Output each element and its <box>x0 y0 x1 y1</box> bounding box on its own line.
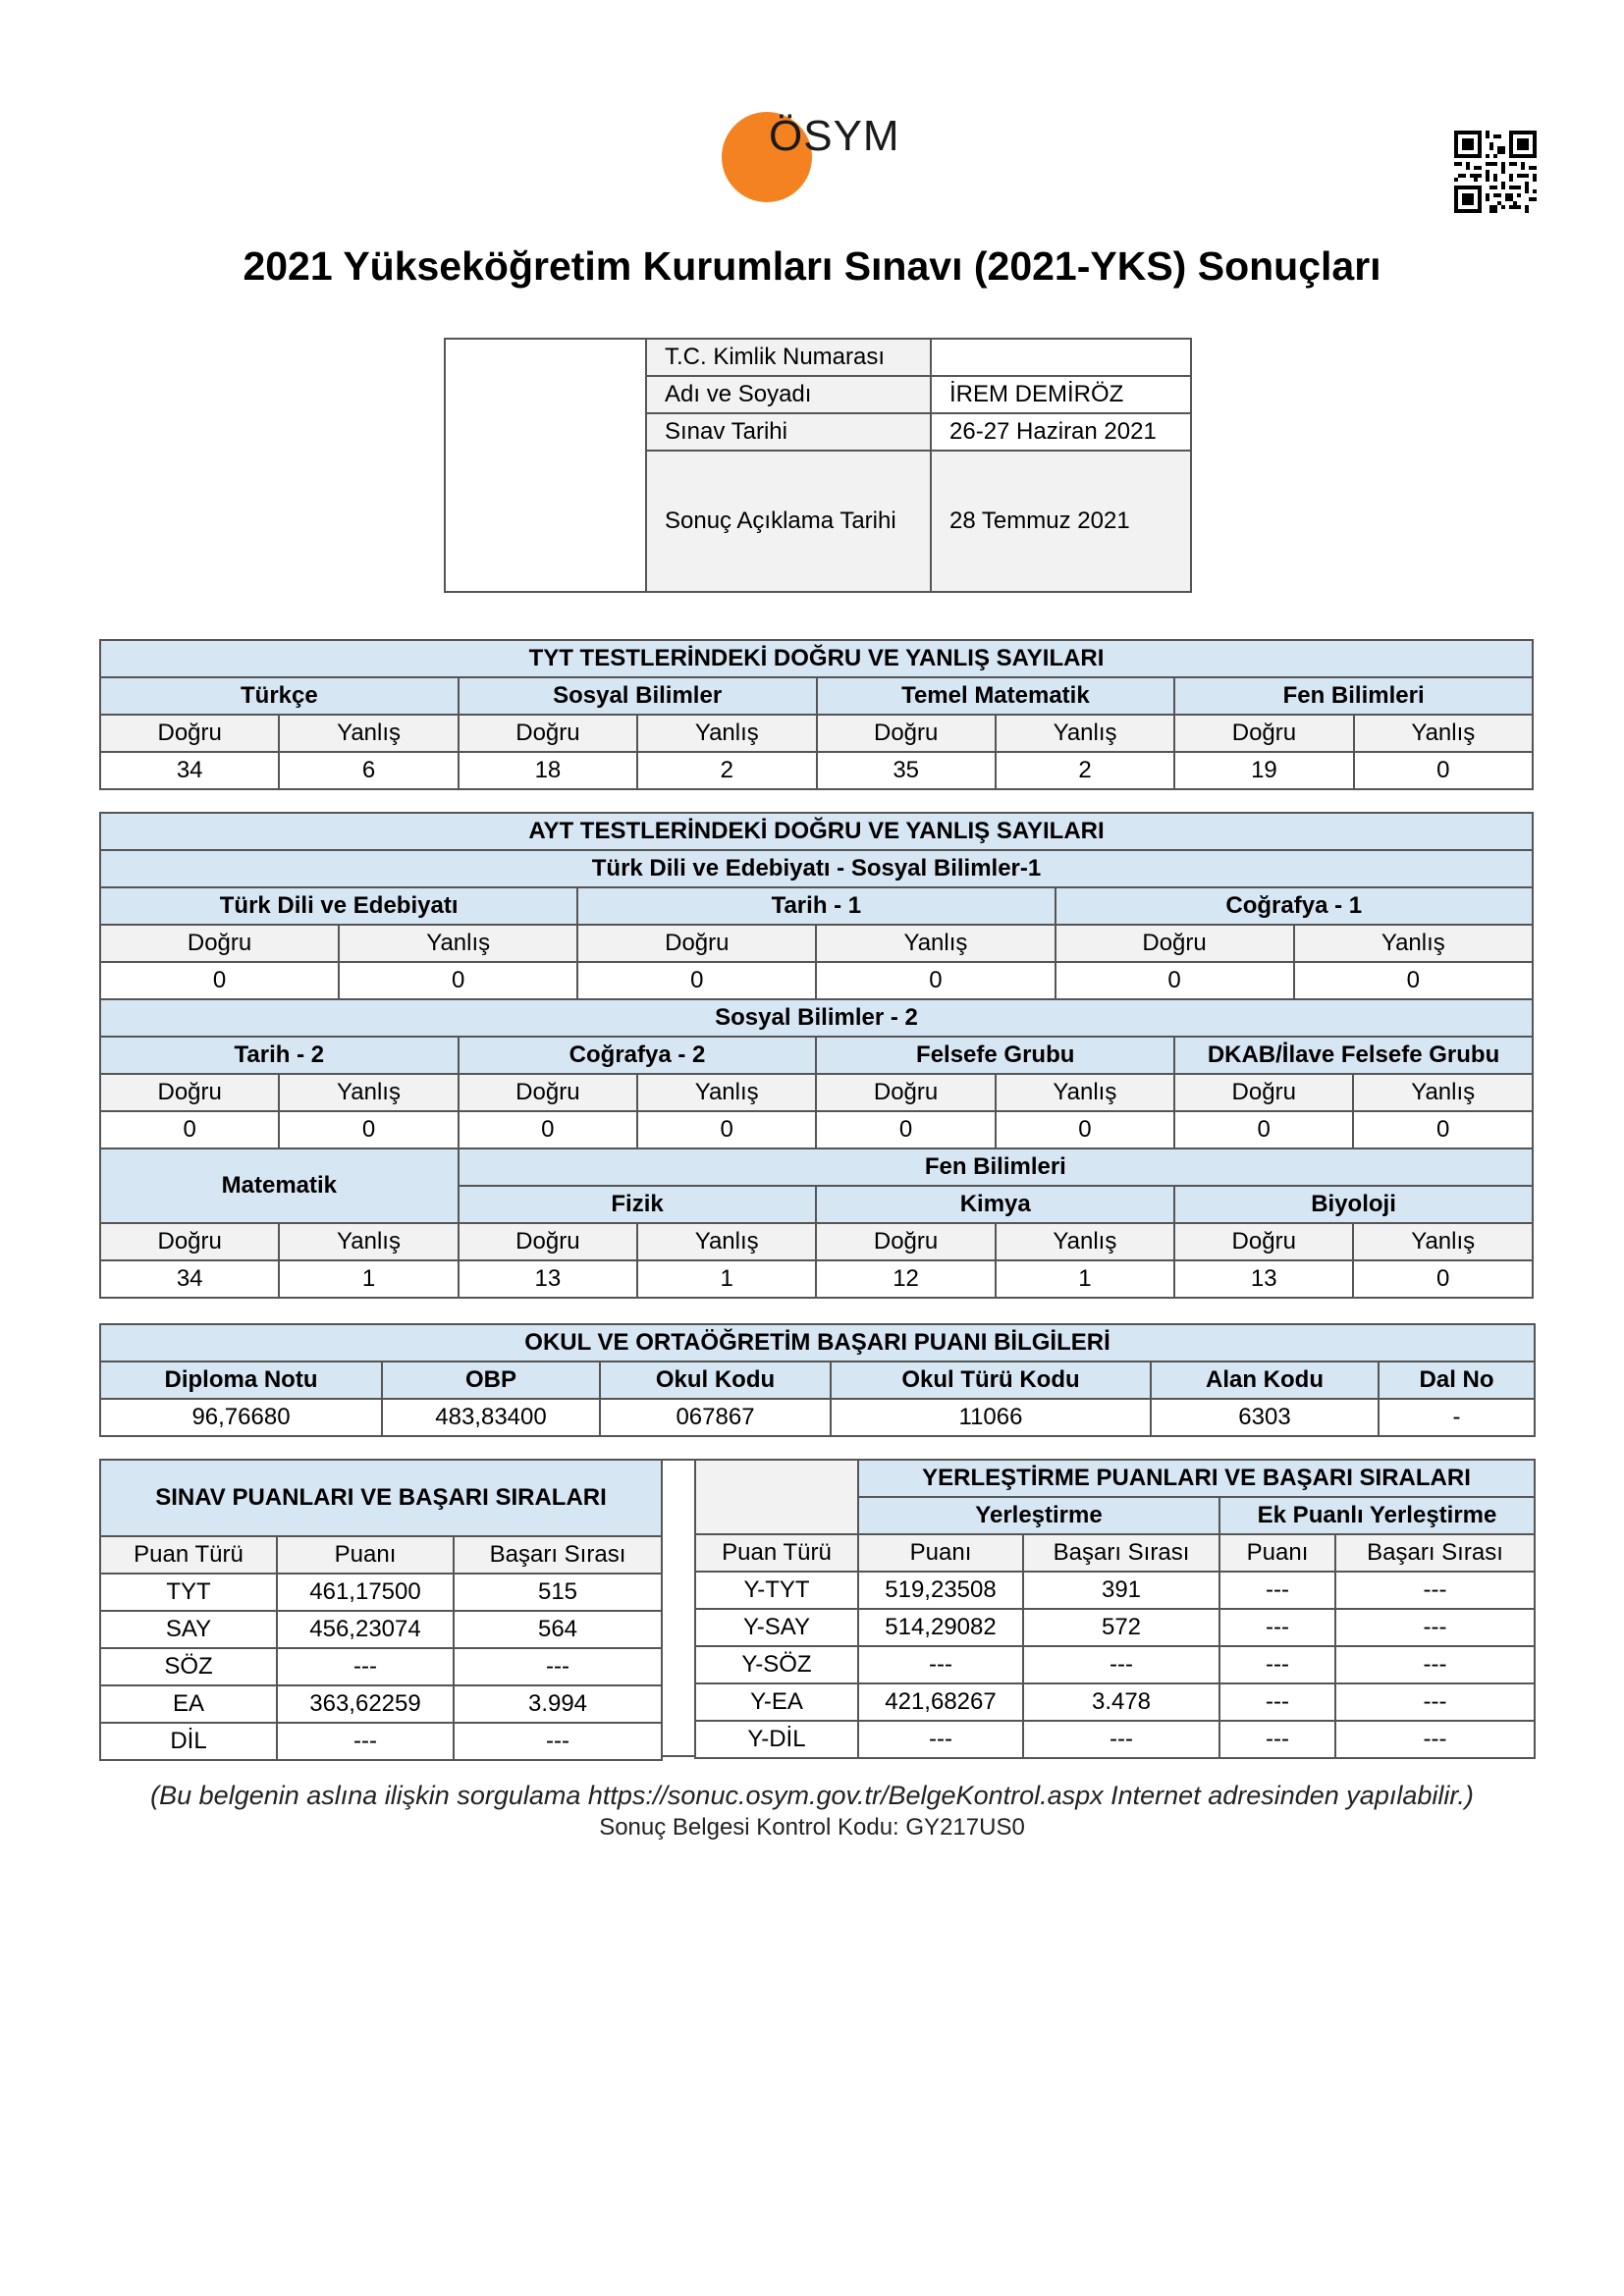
dogru-label: Doğru <box>1056 925 1294 962</box>
ayt-subject: Kimya <box>816 1186 1174 1223</box>
table-row <box>695 1721 1535 1758</box>
yanlis-label: Yanlış <box>637 1074 816 1111</box>
yanlis-label: Yanlış <box>816 925 1055 962</box>
dogru-label: Doğru <box>459 715 637 752</box>
rank-value: 515 <box>454 1574 662 1611</box>
rank-value: 3.478 <box>1023 1683 1219 1721</box>
dogru-label: Doğru <box>577 925 816 962</box>
tyt-subject: Sosyal Bilimler <box>459 677 817 715</box>
school-value: 11066 <box>831 1399 1151 1436</box>
result-date-label: Sonuç Açıklama Tarihi <box>646 451 931 592</box>
yanlis-value: 0 <box>1353 1260 1533 1298</box>
dogru-label: Doğru <box>459 1074 637 1111</box>
school-header: Diploma Notu <box>100 1362 382 1399</box>
score-type: SÖZ <box>100 1648 277 1685</box>
dogru-value: 0 <box>100 962 339 999</box>
yanlis-label: Yanlış <box>339 925 577 962</box>
score-value: 363,62259 <box>277 1685 454 1723</box>
table-row <box>695 1609 1535 1646</box>
tyt-subject: Temel Matematik <box>817 677 1175 715</box>
extra-rank-value: --- <box>1335 1609 1535 1646</box>
verification-note: (Bu belgenin aslına ilişkin sorgulama https://sonuc.osym.gov.tr/BelgeKontrol.aspx Internet adresinden yapılabilir.) <box>150 1781 1474 1810</box>
yanlis-label: Yanlış <box>637 1223 816 1260</box>
table-row <box>695 1572 1535 1609</box>
yanlis-label: Yanlış <box>996 1223 1174 1260</box>
dogru-value: 0 <box>459 1111 637 1148</box>
dogru-value: 13 <box>1174 1260 1353 1298</box>
extra-rank-value: --- <box>1335 1646 1535 1683</box>
yanlis-value: 0 <box>1294 962 1533 999</box>
placement-scores-table <box>694 1459 1536 1759</box>
rank-value: 3.994 <box>454 1685 662 1723</box>
score-type: Y-EA <box>695 1683 858 1721</box>
score-value: 519,23508 <box>858 1572 1023 1609</box>
school-value: 6303 <box>1151 1399 1379 1436</box>
score-type: SAY <box>100 1611 277 1648</box>
yanlis-value: 1 <box>637 1260 816 1298</box>
placement-sub-title: Yerleştirme <box>858 1497 1219 1534</box>
tyt-subject: Fen Bilimleri <box>1174 677 1533 715</box>
yanlis-label: Yanlış <box>1353 1074 1533 1111</box>
score-value: --- <box>858 1646 1023 1683</box>
exam-date-value: 26-27 Haziran 2021 <box>931 413 1191 451</box>
exam-date-label: Sınav Tarihi <box>646 413 931 451</box>
school-info-title: OKUL VE ORTAÖĞRETİM BAŞARI PUANI BİLGİLERİ <box>100 1324 1535 1362</box>
ayt-subject-matematik: Matematik <box>100 1148 459 1223</box>
dogru-value: 0 <box>577 962 816 999</box>
osym-logo <box>722 108 938 206</box>
dogru-value: 0 <box>100 1111 279 1148</box>
score-value: 461,17500 <box>277 1574 454 1611</box>
score-type: EA <box>100 1685 277 1723</box>
tyt-subject: Türkçe <box>100 677 459 715</box>
score-value: --- <box>858 1721 1023 1758</box>
rank-value: --- <box>454 1648 662 1685</box>
dogru-label: Doğru <box>817 715 996 752</box>
extra-rank-value: --- <box>1335 1683 1535 1721</box>
tc-label: T.C. Kimlik Numarası <box>646 339 931 376</box>
score-value: 456,23074 <box>277 1611 454 1648</box>
score-value: 514,29082 <box>858 1609 1023 1646</box>
dogru-label: Doğru <box>459 1223 637 1260</box>
ayt-subject: Biyoloji <box>1174 1186 1533 1223</box>
yanlis-value: 0 <box>637 1111 816 1148</box>
ayt-subject: Felsefe Grubu <box>816 1037 1174 1074</box>
dogru-value: 13 <box>459 1260 637 1298</box>
table-row <box>100 1648 662 1685</box>
ayt-title: AYT TESTLERİNDEKİ DOĞRU VE YANLIŞ SAYILARI <box>100 813 1533 850</box>
control-code: Sonuç Belgesi Kontrol Kodu: GY217US0 <box>599 1814 1025 1841</box>
yanlis-value: 0 <box>1354 752 1533 789</box>
dogru-label: Doğru <box>816 1074 995 1111</box>
score-type: Y-DİL <box>695 1721 858 1758</box>
candidate-info-table <box>444 338 1192 593</box>
rank-value: 391 <box>1023 1572 1219 1609</box>
rank-value: 572 <box>1023 1609 1219 1646</box>
placement-title: YERLEŞTİRME PUANLARI VE BAŞARI SIRALARI <box>858 1460 1535 1497</box>
yanlis-label: Yanlış <box>1294 925 1533 962</box>
exam-scores-header: Başarı Sırası <box>454 1536 662 1574</box>
dogru-value: 0 <box>816 1111 995 1148</box>
name-label: Adı ve Soyadı <box>646 376 931 413</box>
name-value: İREM DEMİRÖZ <box>931 376 1191 413</box>
score-value: --- <box>277 1723 454 1760</box>
score-type: Y-SÖZ <box>695 1646 858 1683</box>
score-value: 421,68267 <box>858 1683 1023 1721</box>
qr-code-icon <box>1454 131 1537 213</box>
extra-rank-value: --- <box>1335 1572 1535 1609</box>
table-row <box>100 1685 662 1723</box>
yanlis-value: 2 <box>996 752 1174 789</box>
dogru-value: 34 <box>100 752 279 789</box>
photo-placeholder <box>445 339 646 592</box>
ayt-group2-title: Sosyal Bilimler - 2 <box>100 999 1533 1037</box>
yanlis-label: Yanlış <box>637 715 816 752</box>
ayt-subject: Türk Dili ve Edebiyatı <box>100 887 577 925</box>
score-type: Y-TYT <box>695 1572 858 1609</box>
yanlis-label: Yanlış <box>996 715 1174 752</box>
placement-header: Puanı <box>858 1534 1023 1572</box>
dogru-label: Doğru <box>816 1223 995 1260</box>
ayt-fen-title: Fen Bilimleri <box>459 1148 1533 1186</box>
extra-placement-sub-title: Ek Puanlı Yerleştirme <box>1219 1497 1535 1534</box>
tyt-title: TYT TESTLERİNDEKİ DOĞRU VE YANLIŞ SAYILARI <box>100 640 1533 677</box>
placement-header: Puanı <box>1219 1534 1335 1572</box>
school-info-table <box>99 1323 1536 1437</box>
dogru-label: Doğru <box>100 1223 279 1260</box>
score-value: --- <box>277 1648 454 1685</box>
yanlis-value: 2 <box>637 752 816 789</box>
placement-header: Puan Türü <box>695 1534 858 1572</box>
school-header: Okul Kodu <box>600 1362 831 1399</box>
placement-header: Başarı Sırası <box>1335 1534 1535 1572</box>
dogru-value: 12 <box>816 1260 995 1298</box>
ayt-subject: Coğrafya - 1 <box>1056 887 1534 925</box>
yanlis-value: 6 <box>279 752 458 789</box>
logo-text: ÖSYM <box>769 112 900 160</box>
score-type: Y-SAY <box>695 1609 858 1646</box>
school-header: Okul Türü Kodu <box>831 1362 1151 1399</box>
dogru-value: 18 <box>459 752 637 789</box>
yanlis-value: 0 <box>279 1111 458 1148</box>
school-header: Dal No <box>1379 1362 1535 1399</box>
table-row <box>695 1683 1535 1721</box>
rank-value: 564 <box>454 1611 662 1648</box>
yanlis-value: 1 <box>996 1260 1174 1298</box>
yanlis-value: 0 <box>996 1111 1174 1148</box>
ayt-subject: Fizik <box>459 1186 817 1223</box>
extra-score-value: --- <box>1219 1646 1335 1683</box>
school-value: 483,83400 <box>382 1399 600 1436</box>
dogru-label: Doğru <box>1174 1223 1353 1260</box>
rank-value: --- <box>454 1723 662 1760</box>
dogru-label: Doğru <box>100 1074 279 1111</box>
result-date-value: 28 Temmuz 2021 <box>931 451 1191 592</box>
exam-scores-header: Puan Türü <box>100 1536 277 1574</box>
ayt-subject: Tarih - 2 <box>100 1037 459 1074</box>
yanlis-label: Yanlış <box>279 715 458 752</box>
tyt-table <box>99 639 1534 790</box>
ayt-subject: Tarih - 1 <box>577 887 1055 925</box>
yanlis-value: 0 <box>1353 1111 1533 1148</box>
extra-score-value: --- <box>1219 1721 1335 1758</box>
school-value: - <box>1379 1399 1535 1436</box>
rank-value: --- <box>1023 1646 1219 1683</box>
extra-score-value: --- <box>1219 1609 1335 1646</box>
dogru-label: Doğru <box>100 925 339 962</box>
dogru-value: 0 <box>1174 1111 1353 1148</box>
school-header: OBP <box>382 1362 600 1399</box>
dogru-value: 19 <box>1174 752 1353 789</box>
dogru-value: 35 <box>817 752 996 789</box>
school-header: Alan Kodu <box>1151 1362 1379 1399</box>
rank-value: --- <box>1023 1721 1219 1758</box>
exam-scores-title: SINAV PUANLARI VE BAŞARI SIRALARI <box>100 1460 662 1536</box>
extra-score-value: --- <box>1219 1572 1335 1609</box>
dogru-value: 34 <box>100 1260 279 1298</box>
table-row <box>100 1611 662 1648</box>
table-row <box>100 1723 662 1760</box>
score-type: TYT <box>100 1574 277 1611</box>
exam-scores-table <box>99 1459 663 1761</box>
school-value: 96,76680 <box>100 1399 382 1436</box>
dogru-value: 0 <box>1056 962 1294 999</box>
dogru-label: Doğru <box>1174 1074 1353 1111</box>
page-title: 2021 Yükseköğretim Kurumları Sınavı (2021-YKS) Sonuçları <box>243 243 1381 289</box>
yanlis-label: Yanlış <box>1354 715 1533 752</box>
ayt-subject: DKAB/İlave Felsefe Grubu <box>1174 1037 1533 1074</box>
yanlis-value: 0 <box>339 962 577 999</box>
ayt-subject: Coğrafya - 2 <box>459 1037 817 1074</box>
placement-blank <box>695 1460 858 1534</box>
extra-score-value: --- <box>1219 1683 1335 1721</box>
yanlis-label: Yanlış <box>279 1074 458 1111</box>
table-row <box>695 1646 1535 1683</box>
ayt-table <box>99 812 1534 1299</box>
score-type: DİL <box>100 1723 277 1760</box>
yanlis-value: 1 <box>279 1260 458 1298</box>
dogru-label: Doğru <box>1174 715 1353 752</box>
dogru-label: Doğru <box>100 715 279 752</box>
ayt-group1-title: Türk Dili ve Edebiyatı - Sosyal Bilimler-1 <box>100 850 1533 887</box>
school-value: 067867 <box>600 1399 831 1436</box>
extra-rank-value: --- <box>1335 1721 1535 1758</box>
placement-header: Başarı Sırası <box>1023 1534 1219 1572</box>
yanlis-label: Yanlış <box>279 1223 458 1260</box>
yanlis-value: 0 <box>816 962 1055 999</box>
table-separator <box>661 1459 694 1757</box>
tc-value <box>931 339 1191 376</box>
table-row <box>100 1574 662 1611</box>
yanlis-label: Yanlış <box>996 1074 1174 1111</box>
exam-scores-header: Puanı <box>277 1536 454 1574</box>
yanlis-label: Yanlış <box>1353 1223 1533 1260</box>
